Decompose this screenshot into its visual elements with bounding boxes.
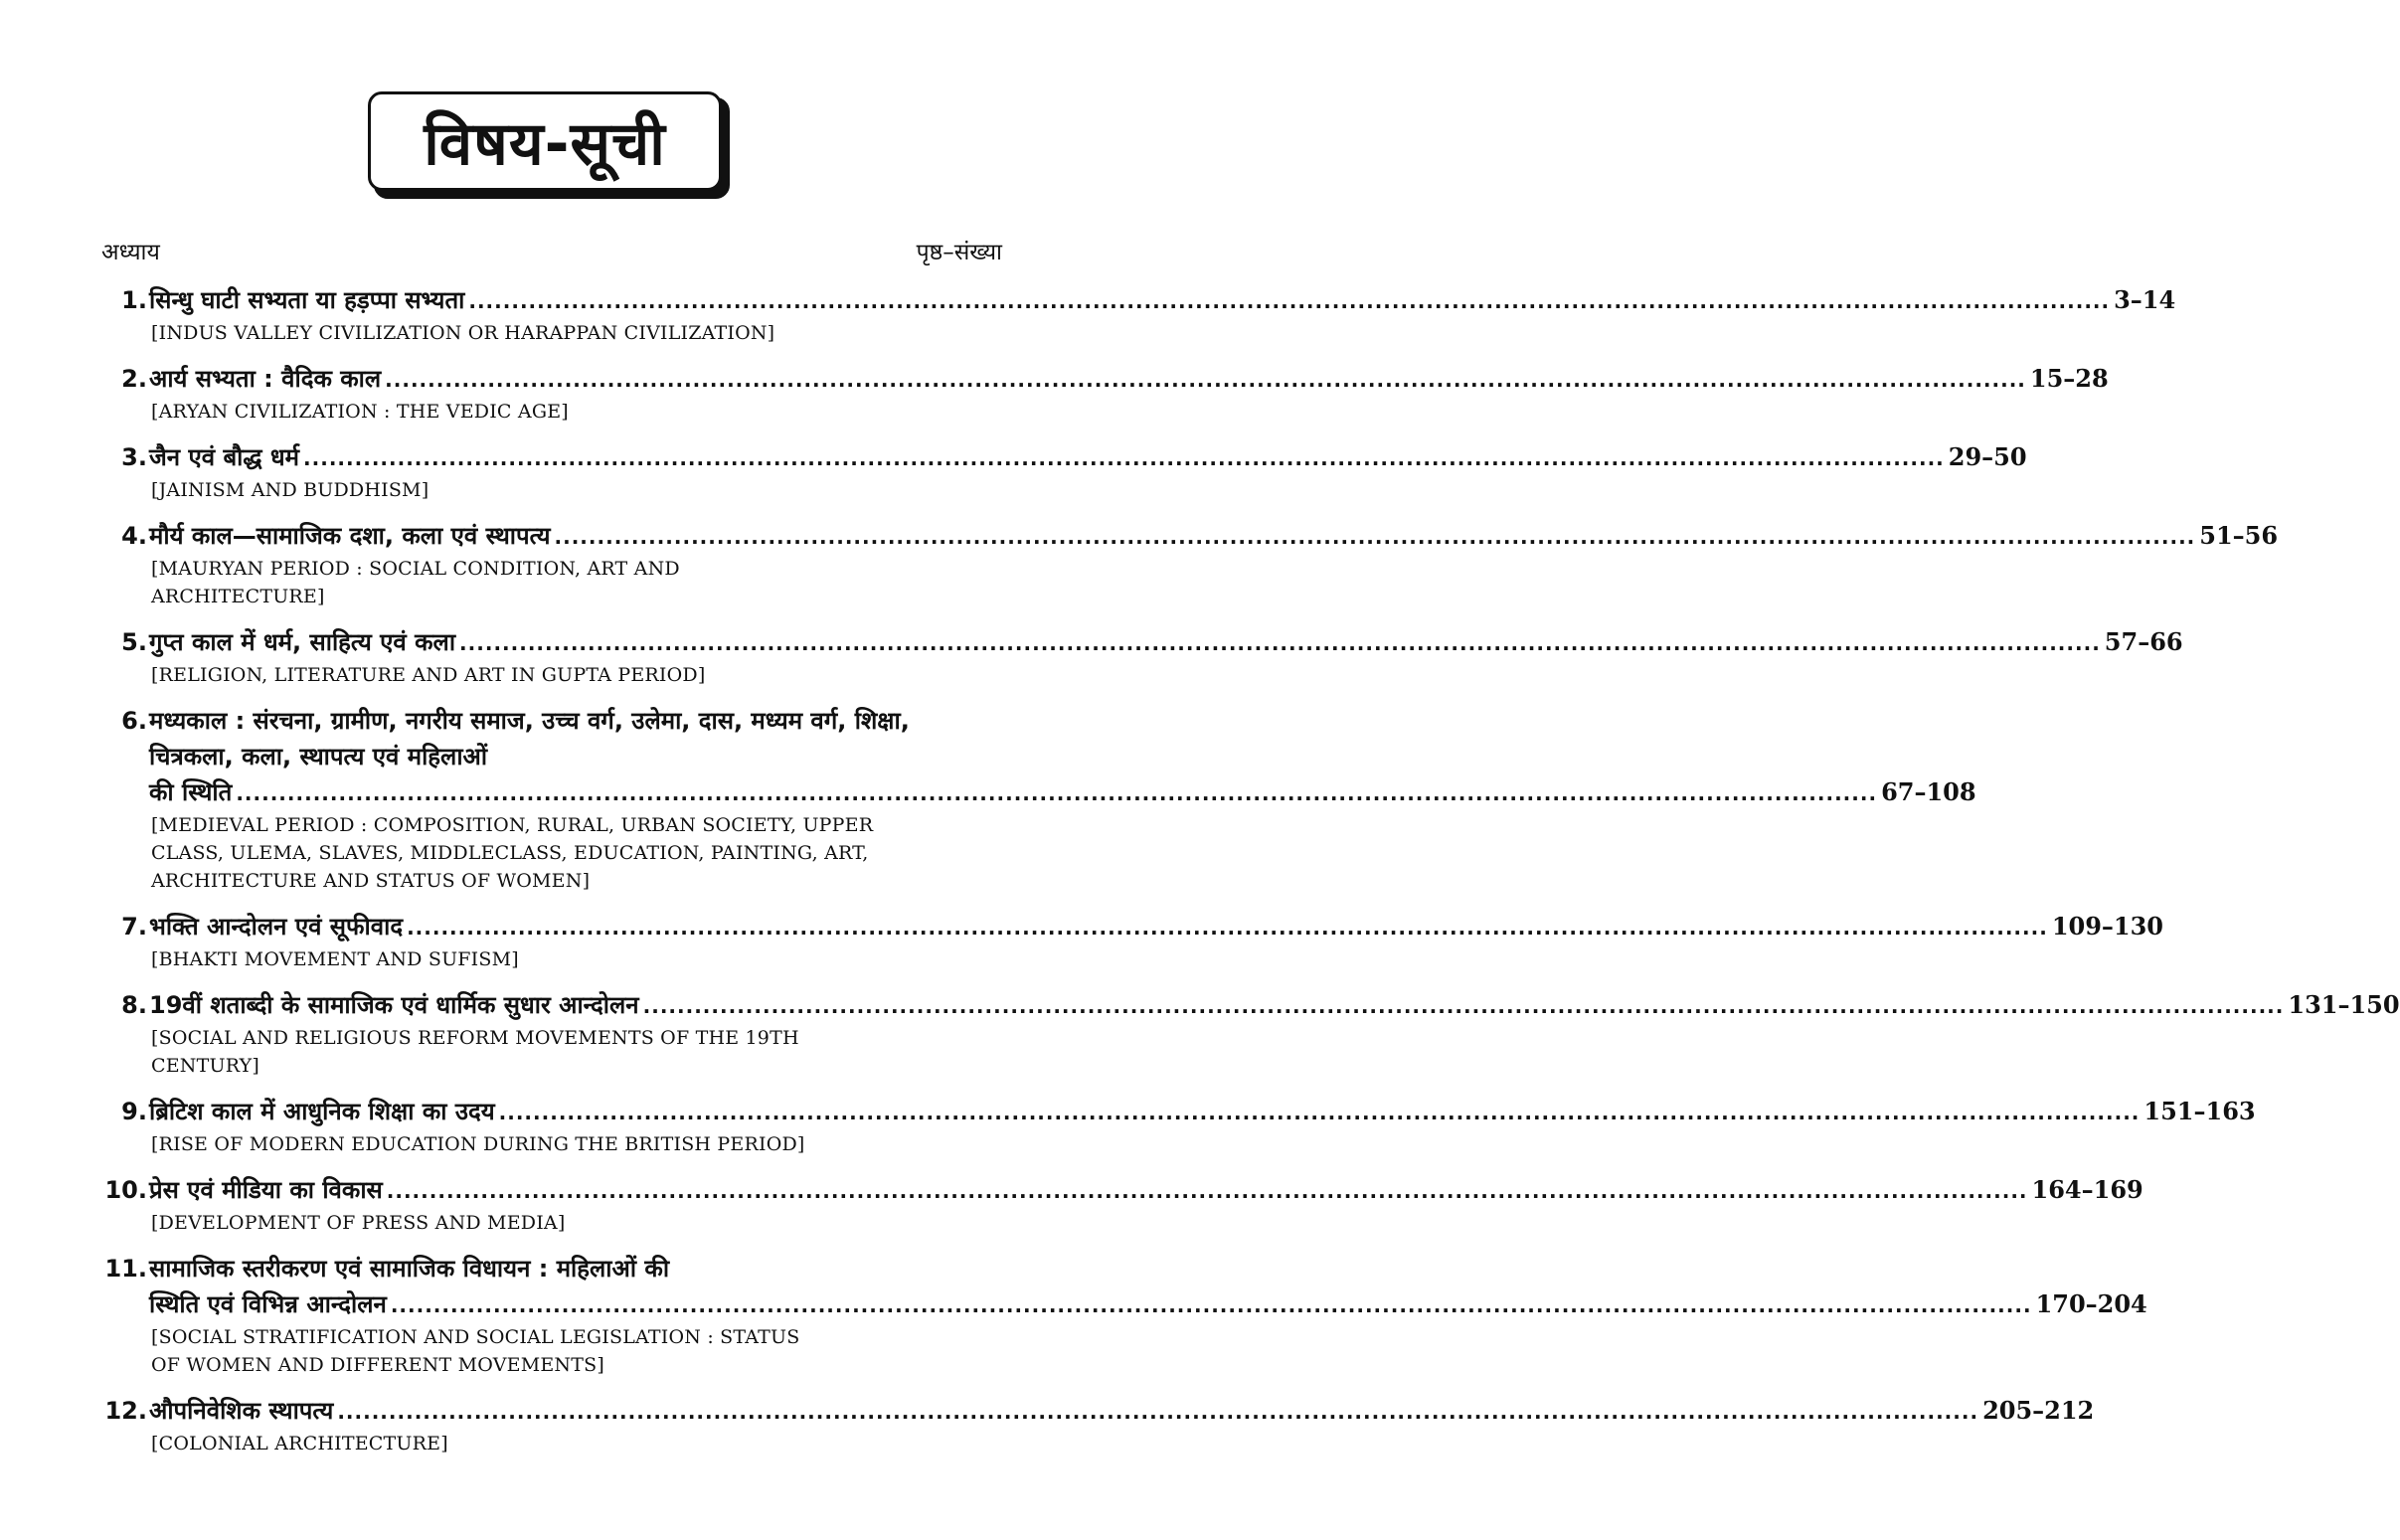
chapter-title: स्थिति एवं विभिन्न आन्दोलन bbox=[149, 1290, 387, 1318]
chapter-title: भक्ति आन्दोलन एवं सूफीवाद bbox=[149, 913, 404, 941]
toc-entry[interactable] bbox=[99, 703, 1976, 895]
page-title: विषय-सूची bbox=[424, 109, 666, 179]
page-range: 151–163 bbox=[2143, 1097, 2256, 1125]
title-box bbox=[368, 91, 728, 197]
dot-leader bbox=[385, 362, 2026, 398]
chapter-number: 11. bbox=[104, 1255, 147, 1283]
chapter-number: 2. bbox=[121, 365, 147, 393]
dot-leader bbox=[303, 440, 1945, 476]
page-range: 205–212 bbox=[1982, 1396, 2095, 1425]
chapter-title: जैन एवं बौद्ध धर्म bbox=[149, 443, 300, 471]
dot-leader bbox=[407, 910, 2048, 945]
chapter-title: ब्रिटिश काल में आधुनिक शिक्षा का उदय bbox=[149, 1098, 495, 1125]
chapter-english-title: [INDUS VALLEY CIVILIZATION OR HARAPPAN CIVILIZATION] bbox=[151, 322, 775, 344]
chapter-title: औपनिवेशिक स्थापत्य bbox=[149, 1397, 334, 1425]
chapter-english-title: [BHAKTI MOVEMENT AND SUFISM] bbox=[151, 948, 519, 970]
chapter-english-title: [SOCIAL STRATIFICATION AND SOCIAL LEGISLATION : STATUS OF WOMEN AND DIFFERENT MOVEMENTS] bbox=[151, 1326, 800, 1376]
toc-entry[interactable] bbox=[99, 1172, 2143, 1237]
chapter-english-title: [JAINISM AND BUDDHISM] bbox=[151, 479, 429, 501]
page-range: 170–204 bbox=[2035, 1289, 2147, 1318]
chapter-title: प्रेस एवं मीडिया का विकास bbox=[149, 1176, 383, 1204]
chapter-english-title: [RISE OF MODERN EDUCATION DURING THE BRITISH PERIOD] bbox=[151, 1133, 805, 1155]
page-range: 3–14 bbox=[2114, 285, 2176, 314]
chapter-number: 4. bbox=[121, 522, 147, 550]
chapter-number: 10. bbox=[104, 1176, 147, 1204]
page-range: 109–130 bbox=[2051, 912, 2164, 941]
dot-leader bbox=[555, 519, 2196, 555]
chapter-title: सिन्धु घाटी सभ्यता या हड़प्पा सभ्यता bbox=[149, 286, 465, 314]
page-range: 29–50 bbox=[1948, 442, 2027, 471]
chapter-number: 9. bbox=[121, 1098, 147, 1125]
chapter-english-title: [SOCIAL AND RELIGIOUS REFORM MOVEMENTS OF THE 19TH CENTURY] bbox=[151, 1027, 799, 1077]
chapter-title: की स्थिति bbox=[149, 778, 233, 806]
chapter-title: 19वीं शताब्दी के सामाजिक एवं धार्मिक सुधार आन्दोलन bbox=[149, 991, 639, 1019]
page-range: 57–66 bbox=[2104, 627, 2183, 656]
toc-entry[interactable] bbox=[99, 624, 2183, 689]
chapter-title: मौर्य काल—सामाजिक दशा, कला एवं स्थापत्य bbox=[149, 522, 551, 550]
toc-entry[interactable] bbox=[99, 1393, 2095, 1457]
chapter-number: 6. bbox=[121, 707, 147, 735]
chapter-number: 7. bbox=[121, 913, 147, 941]
chapter-title: गुप्त काल में धर्म, साहित्य एवं कला bbox=[149, 628, 456, 656]
chapter-number: 5. bbox=[121, 628, 147, 656]
chapter-number: 12. bbox=[104, 1397, 147, 1425]
chapter-english-title: [MEDIEVAL PERIOD : COMPOSITION, RURAL, URBAN SOCIETY, UPPER CLASS, ULEMA, SLAVES, MIDDLECLASS, EDUCATION, PAINTING, ART, ARCHITECTURE AND STATUS OF WOMEN] bbox=[151, 814, 874, 892]
dot-leader bbox=[643, 988, 2285, 1024]
chapter-english-title: [ARYAN CIVILIZATION : THE VEDIC AGE] bbox=[151, 401, 569, 423]
chapter-english-title: [MAURYAN PERIOD : SOCIAL CONDITION, ART AND ARCHITECTURE] bbox=[151, 558, 680, 607]
page-range: 67–108 bbox=[1881, 777, 1976, 806]
column-headers bbox=[101, 235, 1002, 266]
toc-entry[interactable] bbox=[99, 1251, 2147, 1379]
chapter-title: आर्य सभ्यता : वैदिक काल bbox=[149, 365, 382, 393]
page-range: 131–150 bbox=[2288, 990, 2400, 1019]
chapter-number: 8. bbox=[121, 991, 147, 1019]
dot-leader bbox=[459, 625, 2101, 661]
dot-leader bbox=[337, 1394, 1978, 1430]
title-box-frame bbox=[368, 91, 722, 191]
table-of-contents bbox=[99, 282, 2400, 1471]
chapter-english-title: [DEVELOPMENT OF PRESS AND MEDIA] bbox=[151, 1212, 566, 1234]
chapter-title-lead: सामाजिक स्तरीकरण एवं सामाजिक विधायन : महिलाओं की bbox=[149, 1255, 670, 1283]
toc-entry[interactable] bbox=[99, 1094, 2256, 1158]
toc-entry[interactable] bbox=[99, 909, 2164, 973]
toc-entry[interactable] bbox=[99, 361, 2109, 426]
toc-entry[interactable] bbox=[99, 439, 2027, 504]
dot-leader bbox=[499, 1095, 2141, 1130]
chapter-english-title: [RELIGION, LITERATURE AND ART IN GUPTA PERIOD] bbox=[151, 664, 706, 686]
chapter-english-title: [COLONIAL ARCHITECTURE] bbox=[151, 1433, 448, 1454]
dot-leader bbox=[236, 775, 1877, 811]
chapter-title-lead: मध्यकाल : संरचना, ग्रामीण, नगरीय समाज, उच्च वर्ग, उलेमा, दास, मध्यम वर्ग, शिक्षा, चित्रकला, कला, स्थापत्य एवं महिलाओं bbox=[149, 707, 910, 770]
page-range: 51–56 bbox=[2199, 521, 2279, 550]
toc-entry[interactable] bbox=[99, 518, 2279, 610]
toc-entry[interactable] bbox=[99, 987, 2400, 1080]
chapter-number: 3. bbox=[121, 443, 147, 471]
page-range: 15–28 bbox=[2029, 364, 2109, 393]
page-range: 164–169 bbox=[2031, 1175, 2143, 1204]
dot-leader bbox=[387, 1173, 2028, 1209]
chapter-number: 1. bbox=[121, 286, 147, 314]
chapter-column-header: अध्याय bbox=[101, 240, 160, 265]
dot-leader bbox=[391, 1287, 2032, 1323]
dot-leader bbox=[468, 283, 2110, 319]
page-number-column-header: पृष्ठ–संख्या bbox=[916, 240, 1002, 265]
toc-entry[interactable] bbox=[99, 282, 2176, 347]
